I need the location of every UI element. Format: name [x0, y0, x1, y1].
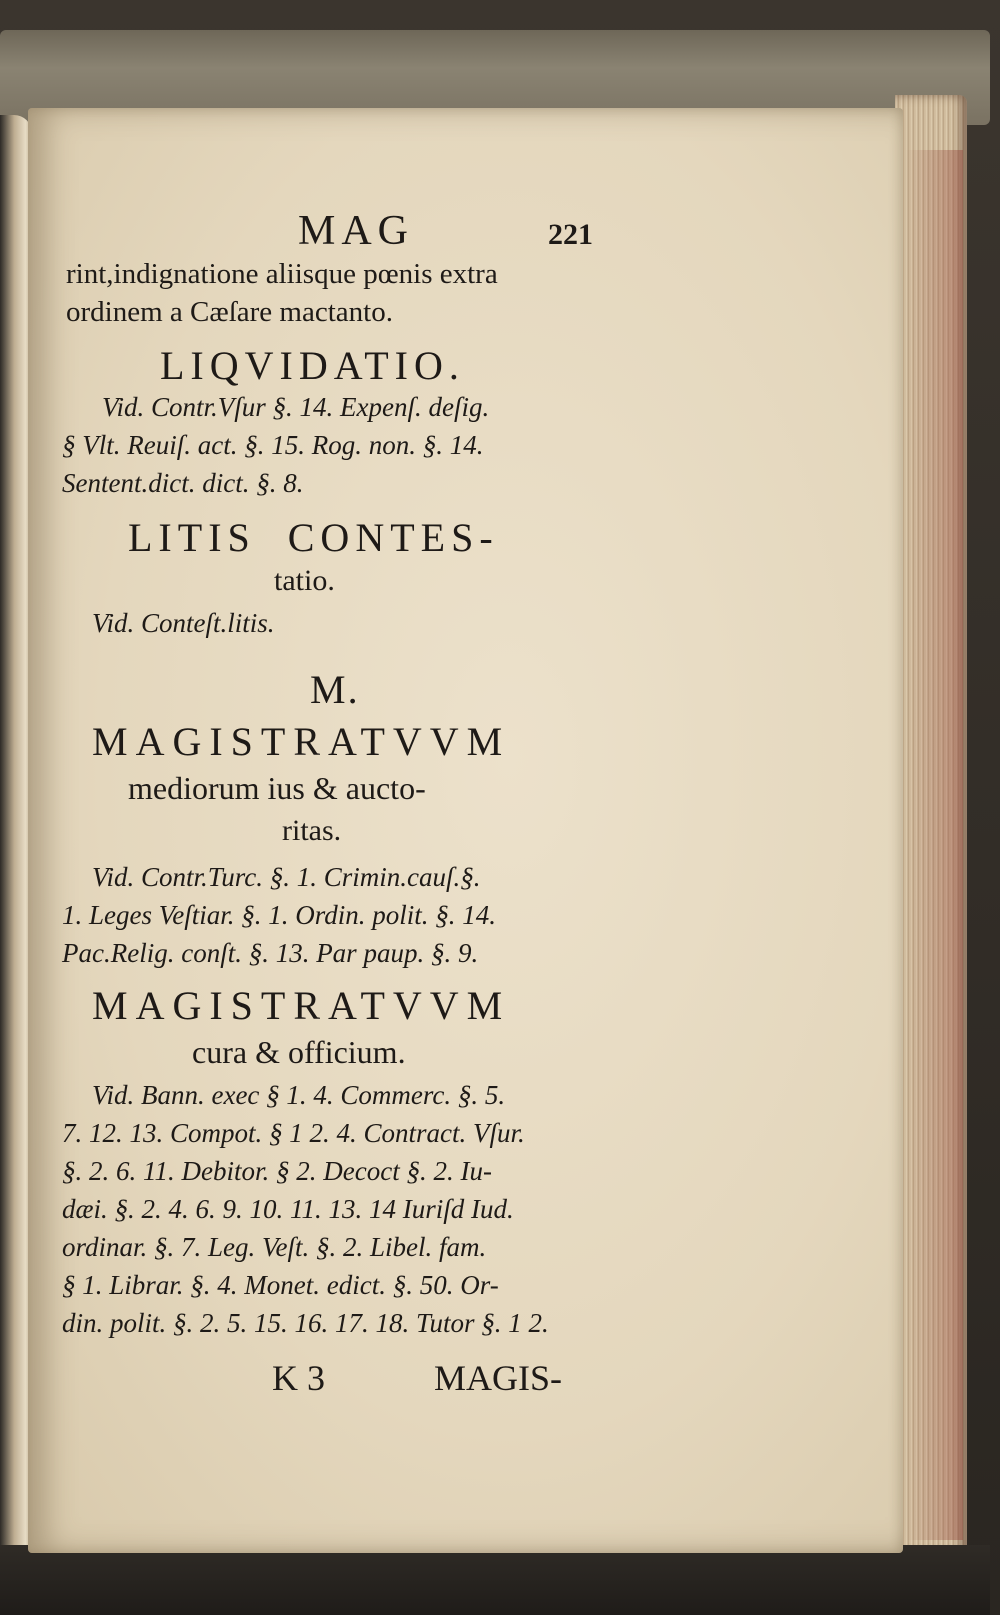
- book-page: [28, 108, 903, 1553]
- entry-heading: MAGISTRATVVM: [92, 719, 511, 764]
- entry-line: 1. Leges Veſtiar. §. 1. Ordin. polit. §. 14.: [62, 900, 497, 930]
- entry-line: dæi. §. 2. 4. 6. 9. 10. 11. 13. 14 Iuriſd Iud.: [62, 1194, 514, 1224]
- running-head-word: MAG: [298, 208, 415, 254]
- entry-heading: LITIS CONTES-: [128, 515, 499, 560]
- entry-line: Vid. Contr.Vſur §. 14. Expenſ. deſig.: [102, 392, 490, 422]
- entry-line: Pac.Relig. conſt. §. 13. Par paup. §. 9.: [62, 938, 479, 968]
- entry-line: § 1. Librar. §. 4. Monet. edict. §. 50. Or-: [62, 1270, 499, 1300]
- entry-line: Vid. Conteſt.litis.: [92, 608, 275, 638]
- entry-line: § Vlt. Reuiſ. act. §. 15. Rog. non. §. 14.: [62, 430, 484, 460]
- signature-mark: K 3: [272, 1358, 325, 1398]
- entry-heading: LIQVIDATIO.: [160, 343, 465, 388]
- intro-line: rint,indignatione aliisque pœnis extra: [66, 258, 498, 290]
- entry-heading: MAGISTRATVVM: [92, 983, 511, 1028]
- entry-line: 7. 12. 13. Compot. § 1 2. 4. Contract. Vſur.: [62, 1118, 525, 1148]
- entry-line: Sentent.dict. dict. §. 8.: [62, 468, 304, 498]
- entry-line: din. polit. §. 2. 5. 15. 16. 17. 18. Tutor §. 1 2.: [62, 1308, 549, 1338]
- entry-heading-continued: ritas.: [282, 814, 342, 847]
- entry-heading-continued: mediorum ius & aucto-: [128, 770, 426, 806]
- page-edge-tint: [905, 150, 963, 1540]
- entry-line: §. 2. 6. 11. Debitor. § 2. Decoct §. 2. Iu-: [62, 1156, 492, 1186]
- entry-line: Vid. Contr.Turc. §. 1. Crimin.cauſ.§.: [92, 862, 481, 892]
- entry-line: Vid. Bann. exec § 1. 4. Commerc. §. 5.: [92, 1080, 506, 1110]
- page-number: 221: [548, 218, 593, 251]
- binding-bottom: [0, 1545, 990, 1615]
- entry-line: ordinar. §. 7. Leg. Veſt. §. 2. Libel. fam.: [62, 1232, 487, 1262]
- catchword: MAGIS-: [434, 1358, 563, 1398]
- section-letter: M.: [310, 667, 360, 712]
- intro-line: ordinem a Cæſare mactanto.: [66, 296, 393, 328]
- entry-heading-continued: cura & officium.: [192, 1034, 406, 1070]
- entry-heading-continued: tatio.: [274, 564, 335, 597]
